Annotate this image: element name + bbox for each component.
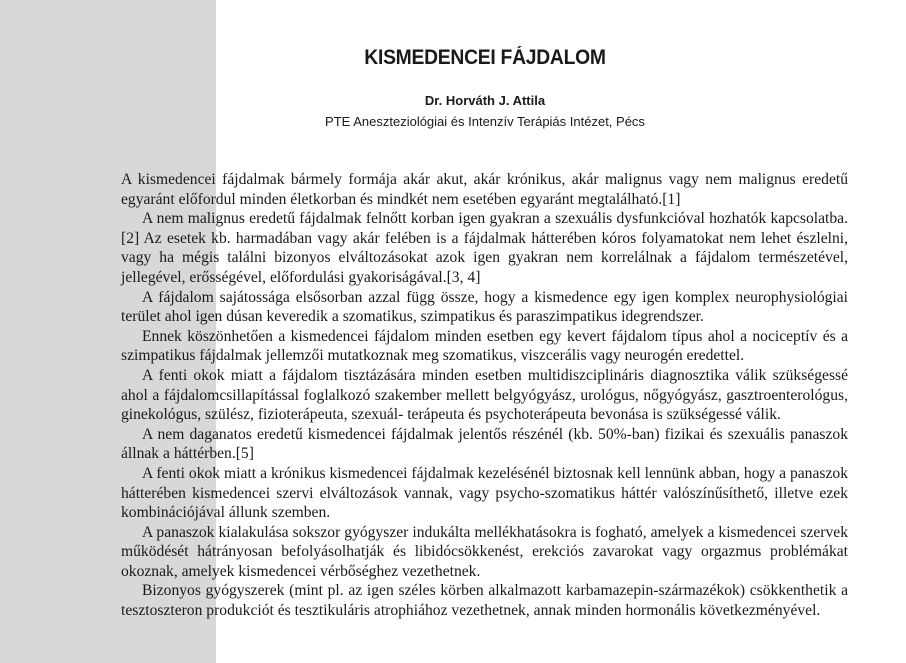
paragraph: A kismedencei fájdalmak bármely formája akár akut, akár krónikus, akár malignus vagy nem malignus eredetű egyaránt előfordul minden életkorban és mindkét nem esetében egyaránt megtalálható.[1] [121, 171, 848, 208]
article-author: Dr. Horváth J. Attila [424, 93, 546, 108]
article-body [121, 170, 848, 621]
paragraph: Ennek köszönhetően a kismedencei fájdalom minden esetben egy kevert fájdalom típus ahol a nociceptív és a szimpatikus fájdalmak jellemzői mutatkoznak meg szomatikus, viszcerális vagy neurogén eredettel. [121, 327, 848, 365]
paragraph: A nem daganatos eredetű kismedencei fájdalmak jelentős részénél (kb. 50%-ban) fizikai és szexuális panaszok állnak a háttérben.[5] [121, 425, 848, 463]
paragraph: A panaszok kialakulása sokszor gyógyszer indukálta mellékhatásokra is fogható, amelyek a kismedencei szervek működését hátrányosan befolyásolhatják és libidócsökkenést, erekciós zavarokat vagy orgazmus problémákat okoznak, amelyek kismedencei vérbőséghez vezethetnek. [121, 523, 848, 580]
paragraph: A fenti okok miatt a fájdalom tisztázására minden esetben multidiszciplináris diagnosztika válik szükségessé ahol a fájdalomcsillapítással foglalkozó szakember mellett belgyógyász, urológus, nőgyógyász, gasztroenterológus, ginekológus, szülész, fizioterápeuta, szexuál- terápeuta és psychoterápeuta bevonása is szükségessé válik. [121, 366, 848, 424]
paragraph: A fenti okok miatt a krónikus kismedencei fájdalmak kezelésénél biztosnak kell lennünk abban, hogy a panaszok hátterében kismedencei szervi elváltozások vannak, vagy psycho-szomatikus háttér valószínűsíthető, illetve ezek kombinációjával állunk szemben. [121, 464, 848, 522]
article-title: KISMEDENCEI FÁJDALOM [364, 46, 606, 69]
paragraph: Bizonyos gyógyszerek (mint pl. az igen széles körben alkalmazott karbamazepin-származékok) csökkenthetik a tesztoszteron produkciót és tesztikuláris atrophiához vezethetnek, annak minden hormonális következményével. [121, 582, 848, 620]
paragraph: A fájdalom sajátossága elsősorban azzal függ össze, hogy a kismedence egy igen komplex neurophysiológiai terület ahol igen dúsan keveredik a szomatikus, szimpatikus és paraszimpatikus idegrendszer. [121, 288, 848, 326]
article-affiliation: PTE Aneszteziológiai és Intenzív Terápiás Intézet, Pécs [325, 114, 645, 129]
paragraph: A nem malignus eredetű fájdalmak felnőtt korban igen gyakran a szexuális dysfunkcióval hozhatók kapcsolatba.[2] Az esetek kb. harmadában vagy akár felében is a fájdalmak hátterében kóros folyamatokat nem lehet észlelni, vagy ha mégis találni bizonyos elváltozásokat azok igen gyakran nem korrelálnak a fájdalom természetével, jellegével, erősségével, előfordulási gyakoriságával.[3, 4] [121, 210, 848, 286]
